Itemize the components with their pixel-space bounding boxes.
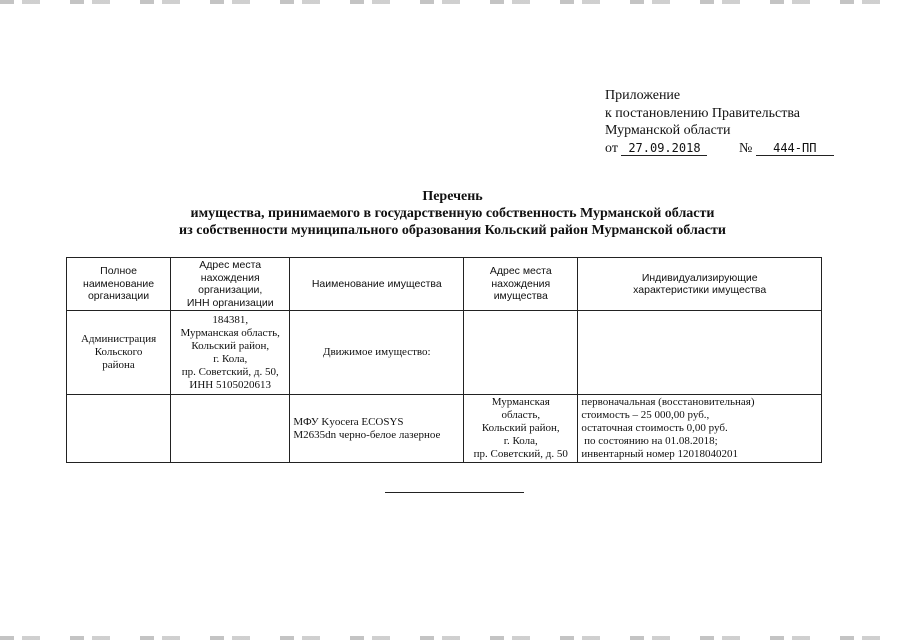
cell-text-line: нахождения	[200, 271, 260, 284]
appendix-line-3: Мурманской области	[605, 123, 731, 138]
cell-text-line: имущества	[493, 290, 548, 303]
cell-text-line: организации	[87, 290, 150, 303]
title-line-3: из собственности муниципального образования Кольский район Мурманской области	[179, 223, 726, 238]
scan-edge-bottom	[0, 636, 905, 640]
cell-text-line: область,	[501, 409, 541, 421]
cell-text-line: инвентарный номер 12018040201	[581, 448, 739, 460]
cell-text-line: Индивидуализирующие	[641, 271, 758, 284]
decree-date: 27.09.2018	[621, 141, 707, 156]
cell-text-line: ИНН организации	[186, 296, 274, 309]
cell-text-line: нахождения	[491, 277, 551, 290]
cell-empty	[464, 311, 578, 395]
header-property-address	[464, 258, 578, 311]
number-prefix: №	[738, 140, 753, 156]
cell-text-line: Мурманская область,	[180, 326, 280, 339]
cell-text-line: ИНН 5105020613	[189, 378, 272, 391]
cell-text-line: Кольского	[94, 346, 143, 358]
cell-org-address	[171, 311, 290, 395]
cell-text-line: первоначальная (восстановительная)	[581, 396, 755, 408]
table-row	[67, 395, 822, 463]
cell-text-line: г. Кола,	[213, 352, 248, 365]
appendix-line-2: к постановлению Правительства	[605, 105, 801, 121]
end-separator-line	[385, 492, 524, 493]
decree-number: 444-ПП	[756, 141, 834, 156]
title-line-2: имущества, принимаемого в государственную собственность Мурманской области	[190, 206, 715, 221]
cell-property-address	[464, 395, 578, 463]
cell-text-line: M2635dn черно-белое лазерное	[293, 428, 441, 441]
cell-text-line: остаточная стоимость 0,00 руб.	[581, 422, 728, 434]
cell-text-line: Администрация	[80, 333, 157, 345]
cell-text-line: Наименование имущества	[311, 277, 442, 290]
cell-text-line: по состоянию на 01.08.2018;	[581, 435, 718, 447]
header-property-name	[290, 258, 464, 311]
table-header-row	[67, 258, 822, 311]
appendix-date-line	[605, 140, 834, 158]
header-org-address	[171, 258, 290, 311]
cell-text-line: Кольский район,	[191, 339, 270, 352]
cell-text-line: 184381,	[212, 313, 249, 326]
cell-text-line: МФУ Kyocera ECOSYS	[293, 415, 404, 428]
cell-text-line: организации,	[198, 284, 263, 296]
cell-text-line: пр. Советский, д. 50,	[181, 365, 279, 378]
appendix-line-1: Приложение	[605, 88, 681, 103]
cell-text-line: Адрес места	[199, 259, 262, 271]
cell-text-line: Кольский район,	[481, 422, 560, 434]
document-title	[0, 188, 905, 239]
date-prefix: от	[605, 140, 618, 156]
property-table	[66, 257, 822, 463]
cell-empty	[171, 395, 290, 463]
cell-empty	[67, 395, 171, 463]
cell-text-line: характеристики имущества	[633, 284, 767, 296]
cell-characteristics	[578, 395, 822, 463]
cell-text-line: Полное	[100, 265, 137, 278]
cell-text-line: г. Кола,	[503, 435, 538, 447]
appendix-block	[605, 87, 834, 157]
cell-text-line: пр. Советский, д. 50	[473, 448, 568, 460]
cell-text-line: Мурманская	[491, 396, 550, 408]
cell-text-line: района	[102, 359, 135, 371]
cell-text-line: стоимость – 25 000,00 руб.,	[581, 409, 710, 421]
header-characteristics	[578, 258, 822, 311]
scan-edge-top	[0, 0, 905, 4]
cell-text-line: наименование	[83, 277, 155, 290]
table-row	[67, 311, 822, 395]
cell-property-name	[290, 395, 464, 463]
title-line-1: Перечень	[422, 189, 483, 204]
cell-empty	[578, 311, 822, 395]
cell-movables-heading: Движимое имущество:	[290, 311, 464, 395]
header-org-name	[67, 258, 171, 311]
cell-text-line: Адрес места	[489, 265, 552, 278]
cell-org-name	[67, 311, 171, 395]
